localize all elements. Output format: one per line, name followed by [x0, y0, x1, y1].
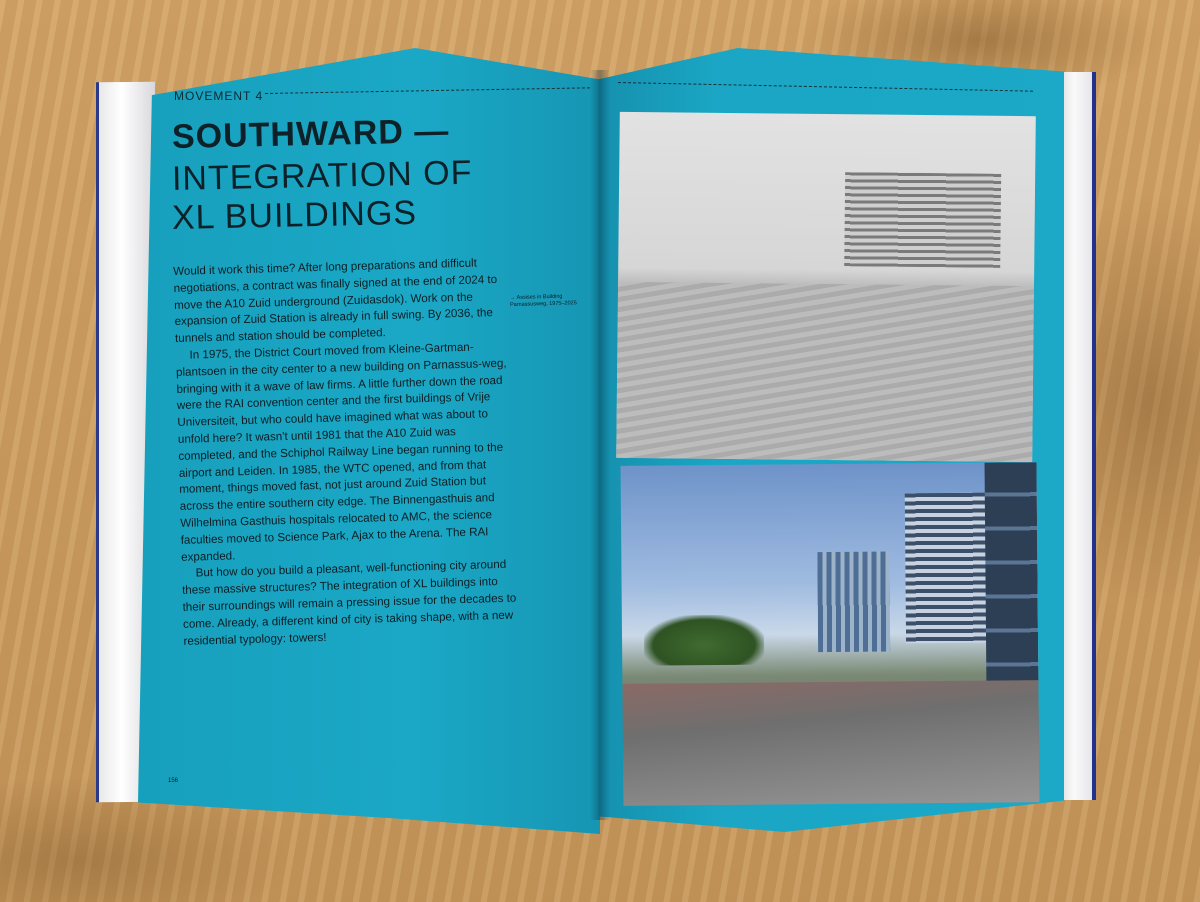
chapter-title-line-3: XL BUILDINGS: [171, 193, 418, 237]
body-text: [173, 255, 518, 651]
book-gutter: [590, 70, 610, 820]
paragraph-3: But how do you build a pleasant, well-functioning city around these massive structures? The integration of XL buildings into their surroundings will remain a pressing issue for the decades to come. Already, a different kind of city is taking shape, with a new residential typology: towers!: [181, 558, 517, 648]
photo-caption: → Assises in Building Parnassusweg, 1975–2025: [509, 293, 577, 309]
historic-photo: [616, 112, 1036, 462]
page-number: 156: [168, 778, 179, 784]
paragraph-2: In 1975, the District Court moved from Kleine-Gartman-plantsoen in the city center to a new building on Parnassus-weg, bringing with it a wave of law firms. A little further down the road were the RAI convention center and the first buildings of Vrije Universiteit, but who could have imagined what was about to unfold here? It wasn't until 1981 that the A10 Zuid was completed, and the Schiphol Railway Line began running to the airport and Leiden. In 1985, the WTC opened, and from that moment, things moved fast, not just around Zuid Station but across the entire southern city edge. The Binnengasthuis and Wilhelmina Gasthuis hospitals relocated to AMC, the science faculties moved to Science Park, Ajax to the Arena. The RAI expanded.: [175, 340, 507, 564]
paragraph-1: Would it work this time? After long preparations and difficult negotiations, a contract was finally signed at the end of 2024 to move the A10 Zuid underground (Zuidasdok). Work on the expansion of Zuid Station is already in full swing. By 2036, the tunnels and station should be completed.: [173, 256, 498, 346]
paved-plaza-illustration: [616, 282, 1034, 462]
section-label: MOVEMENT 4: [174, 89, 264, 103]
foreground-building-illustration: [985, 462, 1039, 682]
office-building-illustration: [844, 172, 1001, 268]
contemporary-photo: [621, 462, 1040, 806]
trees-illustration: [644, 615, 764, 666]
road-overpass-illustration: [622, 680, 1039, 806]
chapter-title-line-1: SOUTHWARD —: [171, 112, 450, 156]
chapter-title-line-2: INTEGRATION OF: [171, 153, 473, 198]
glass-tower-illustration: [817, 551, 890, 652]
office-tower-illustration: [905, 493, 990, 644]
